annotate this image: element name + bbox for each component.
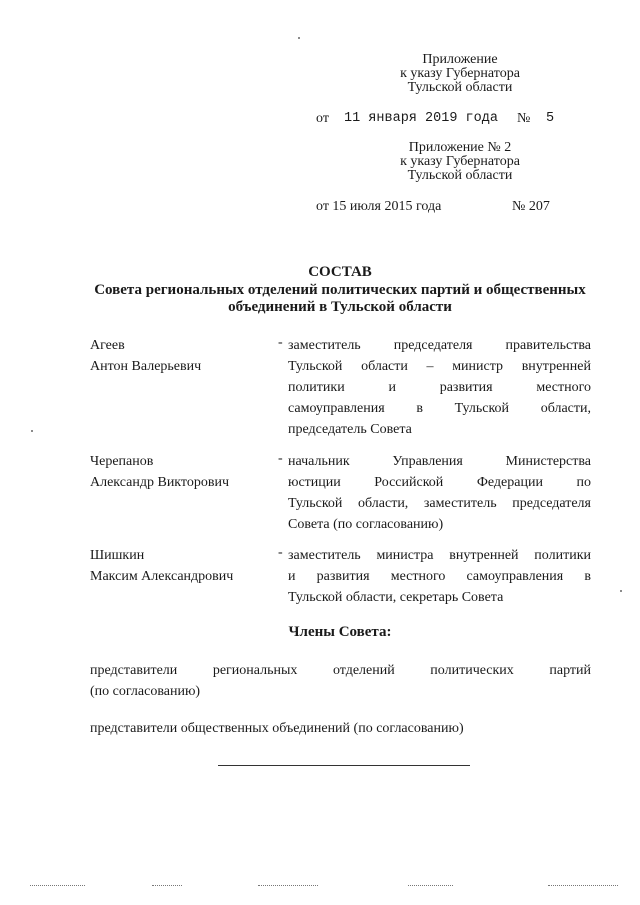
person-role [288,451,591,535]
scan-artifact [258,885,318,886]
role-line: начальник Управления Министерства [288,454,591,469]
role-line: политики и развития местного [288,380,591,395]
appendix-header-current [360,53,560,95]
member-item-associations: представители общественных объединений (по согласованию) [90,721,464,736]
decree-date-current [316,111,329,127]
member-line: представители региональных отделений политических партий [90,663,591,678]
appendix-decree-ref: к указу Губернатора [400,154,520,169]
decree-number-original: № 207 [512,199,550,214]
scan-artifact [152,885,182,886]
member-item-parties [90,660,591,702]
closing-rule [218,765,470,766]
role-line: Тульской области, секретарь Совета [288,590,504,605]
separator-dash: - [278,545,283,560]
person-role [288,545,591,608]
person-given-names: Антон Валерьевич [90,359,202,374]
appendix-region: Тульской области [407,168,513,183]
title-line: Совета региональных отделений политических партий и общественных [94,282,586,298]
role-line: Тульской области, заместитель председателя [288,496,591,511]
number-sign: № [517,111,531,126]
separator-dash: - [278,451,283,466]
person-entry-cherepanov [90,451,280,493]
members-heading: Члены Совета: [288,624,392,640]
appendix-label: Приложение [422,52,498,67]
separator-dash: - [278,335,283,350]
role-line: Совета (по согласованию) [288,517,444,532]
title-line: объединений в Тульской области [228,299,452,315]
person-entry-ageev [90,335,280,377]
date-prefix: от [316,111,329,126]
filled-number: 5 [546,111,555,126]
role-line: заместитель председателя правительства [288,338,591,353]
person-surname: Агеев [90,338,125,353]
role-line: юстиции Российской Федерации по [288,475,591,490]
appendix-header-original [360,141,560,183]
person-entry-shishkin [90,545,280,587]
scan-artifact [408,885,453,886]
person-surname: Шишкин [90,548,145,563]
appendix-region: Тульской области [407,80,513,95]
member-line: (по согласованию) [90,684,201,699]
scan-speck [298,37,300,39]
role-line: Тульской области – министр внутренней [288,359,591,374]
document-title [80,264,600,316]
appendix-decree-ref: к указу Губернатора [400,66,520,81]
scan-speck [620,590,622,592]
role-line: и развития местного самоуправления в [288,569,591,584]
appendix-label: Приложение № 2 [408,140,512,155]
person-given-names: Александр Викторович [90,475,230,490]
person-surname: Черепанов [90,454,154,469]
role-line: председатель Совета [288,422,412,437]
scan-artifact [30,885,85,886]
scan-speck [31,430,33,432]
person-role [288,335,591,440]
filled-date: 11 января 2019 года [344,111,498,126]
scan-artifact [548,885,618,886]
role-line: заместитель министра внутренней политики [288,548,591,563]
person-given-names: Максим Александрович [90,569,234,584]
role-line: самоуправления в Тульской области, [288,401,591,416]
decree-date-original: от 15 июля 2015 года [316,199,442,214]
title-heading: СОСТАВ [308,264,372,280]
